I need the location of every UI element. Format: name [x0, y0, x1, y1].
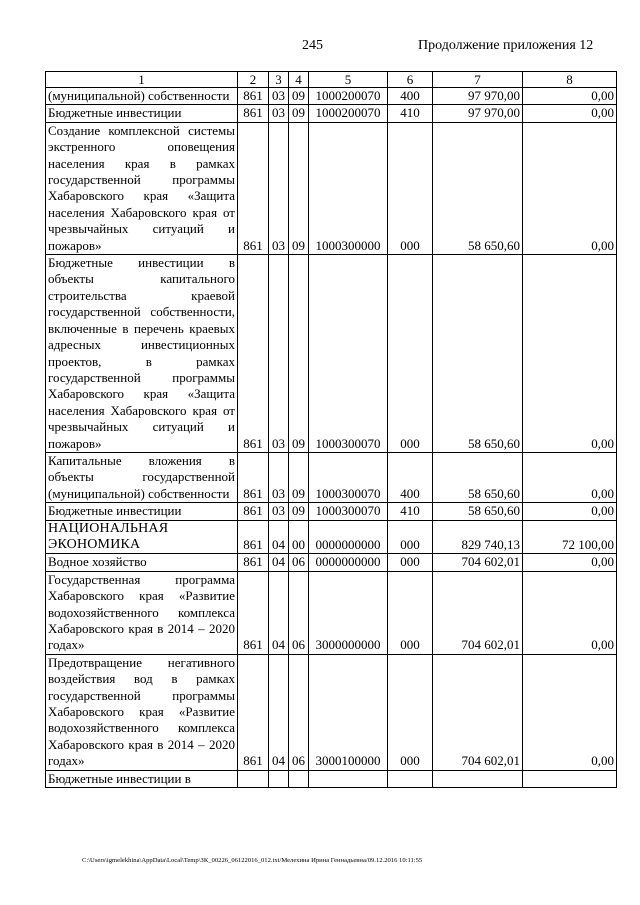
amount-2018-cell: 0,00 — [523, 88, 617, 105]
row-name-cell: НАЦИОНАЛЬНАЯ ЭКОНОМИКА — [46, 520, 238, 554]
expense-type-cell: 000 — [388, 122, 433, 254]
target-article-cell: 3000100000 — [309, 654, 388, 770]
row-name-cell: Бюджетные инвестиции — [46, 503, 238, 520]
amount-2017-cell: 829 740,13 — [433, 520, 523, 554]
amount-2017-cell: 704 602,01 — [433, 571, 523, 654]
amount-2018-cell: 0,00 — [523, 554, 617, 571]
subsection-cell: 09 — [289, 122, 309, 254]
gov-code-cell: 861 — [238, 654, 269, 770]
row-name-cell: (муниципальной) собственности — [46, 88, 238, 105]
gov-code-cell: 861 — [238, 571, 269, 654]
amount-2018-cell: 0,00 — [523, 503, 617, 520]
target-article-cell: 1000200070 — [309, 88, 388, 105]
table-row — [46, 88, 617, 105]
file-path-footer: C:\Users\igmelekhina\AppData\Local\Temp\ЗК_00226_06122016_012.txt/Мелехина Ирина Геннадьевна/09.12.2016 10:11:55 — [82, 857, 423, 864]
budget-table — [45, 71, 617, 788]
column-header: 3 — [269, 72, 289, 88]
row-name-cell: Предотвращение негативного воздействия вод в рамках государственной программы Хабаровского края «Развитие водохозяйственного комплекса Хабаровского края в 2014 – 2020 годах» — [46, 654, 238, 770]
subsection-cell: 09 — [289, 503, 309, 520]
expense-type-cell: 400 — [388, 88, 433, 105]
expense-type-cell: 000 — [388, 255, 433, 453]
amount-2017-cell: 58 650,60 — [433, 255, 523, 453]
table-row — [46, 571, 617, 654]
target-article-cell: 0000000000 — [309, 520, 388, 554]
section-cell: 04 — [269, 571, 289, 654]
column-header: 5 — [309, 72, 388, 88]
subsection-cell: 09 — [289, 255, 309, 453]
expense-type-cell: 410 — [388, 503, 433, 520]
gov-code-cell: 861 — [238, 88, 269, 105]
amount-2017-cell: 97 970,00 — [433, 88, 523, 105]
section-cell: 04 — [269, 520, 289, 554]
section-cell: 03 — [269, 255, 289, 453]
table-row — [46, 122, 617, 254]
table-row — [46, 770, 617, 787]
amount-2017-cell: 58 650,60 — [433, 122, 523, 254]
gov-code-cell: 861 — [238, 255, 269, 453]
target-article-cell: 1000300070 — [309, 452, 388, 502]
gov-code-cell: 861 — [238, 554, 269, 571]
page-number: 245 — [302, 38, 323, 53]
row-name-cell: Водное хозяйство — [46, 554, 238, 571]
subsection-cell: 00 — [289, 520, 309, 554]
amount-2017-cell: 704 602,01 — [433, 554, 523, 571]
subsection-cell: 06 — [289, 554, 309, 571]
target-article-cell: 1000200070 — [309, 105, 388, 122]
expense-type-cell: 410 — [388, 105, 433, 122]
amount-2018-cell: 0,00 — [523, 452, 617, 502]
section-cell — [269, 770, 289, 787]
section-cell: 03 — [269, 503, 289, 520]
row-name-cell: Создание комплексной системы экстренного оповещения населения края в рамках государственной программы Хабаровского края «Защита населения Хабаровского края от чрезвычайных ситуаций и пожаров» — [46, 122, 238, 254]
row-name-cell: Бюджетные инвестиции в — [46, 770, 238, 787]
amount-2018-cell: 0,00 — [523, 571, 617, 654]
subsection-cell — [289, 770, 309, 787]
amount-2017-cell — [433, 770, 523, 787]
amount-2017-cell: 704 602,01 — [433, 654, 523, 770]
subsection-cell: 06 — [289, 654, 309, 770]
amount-2017-cell: 58 650,60 — [433, 503, 523, 520]
subsection-cell: 09 — [289, 452, 309, 502]
column-header: 8 — [523, 72, 617, 88]
expense-type-cell: 000 — [388, 654, 433, 770]
section-cell: 03 — [269, 105, 289, 122]
table-row — [46, 520, 617, 554]
gov-code-cell: 861 — [238, 105, 269, 122]
target-article-cell: 0000000000 — [309, 554, 388, 571]
column-header: 2 — [238, 72, 269, 88]
target-article-cell — [309, 770, 388, 787]
gov-code-cell: 861 — [238, 122, 269, 254]
row-name-cell: Государственная программа Хабаровского края «Развитие водохозяйственного комплекса Хабаровского края в 2014 – 2020 годах» — [46, 571, 238, 654]
section-cell: 03 — [269, 88, 289, 105]
amount-2017-cell: 58 650,60 — [433, 452, 523, 502]
gov-code-cell — [238, 770, 269, 787]
table-row — [46, 654, 617, 770]
section-cell: 04 — [269, 554, 289, 571]
gov-code-cell: 861 — [238, 503, 269, 520]
amount-2018-cell: 0,00 — [523, 255, 617, 453]
table-row — [46, 554, 617, 571]
target-article-cell: 1000300070 — [309, 255, 388, 453]
row-name-cell: Капитальные вложения в объекты государственной (муниципальной) собственности — [46, 452, 238, 502]
amount-2018-cell: 0,00 — [523, 122, 617, 254]
expense-type-cell: 000 — [388, 554, 433, 571]
target-article-cell: 1000300070 — [309, 503, 388, 520]
column-header: 4 — [289, 72, 309, 88]
continuation-label: Продолжение приложения 12 — [418, 38, 594, 53]
row-name-cell: Бюджетные инвестиции — [46, 105, 238, 122]
gov-code-cell: 861 — [238, 520, 269, 554]
amount-2018-cell: 0,00 — [523, 105, 617, 122]
amount-2018-cell: 72 100,00 — [523, 520, 617, 554]
gov-code-cell: 861 — [238, 452, 269, 502]
section-cell: 03 — [269, 452, 289, 502]
target-article-cell: 3000000000 — [309, 571, 388, 654]
subsection-cell: 09 — [289, 88, 309, 105]
column-header-row — [46, 72, 617, 88]
section-cell: 04 — [269, 654, 289, 770]
expense-type-cell: 000 — [388, 520, 433, 554]
expense-type-cell — [388, 770, 433, 787]
table-row — [46, 255, 617, 453]
target-article-cell: 1000300000 — [309, 122, 388, 254]
column-header: 1 — [46, 72, 238, 88]
subsection-cell: 06 — [289, 571, 309, 654]
expense-type-cell: 400 — [388, 452, 433, 502]
expense-type-cell: 000 — [388, 571, 433, 654]
row-name-cell: Бюджетные инвестиции в объекты капитального строительства краевой государственной собственности, включенные в перечень краевых адресных инвестиционных проектов, в рамках государственной программы Хабаровского края «Защита населения Хабаровского края от чрезвычайных ситуаций и пожаров» — [46, 255, 238, 453]
column-header: 6 — [388, 72, 433, 88]
table-row — [46, 503, 617, 520]
column-header: 7 — [433, 72, 523, 88]
amount-2018-cell — [523, 770, 617, 787]
amount-2018-cell: 0,00 — [523, 654, 617, 770]
amount-2017-cell: 97 970,00 — [433, 105, 523, 122]
subsection-cell: 09 — [289, 105, 309, 122]
table-row — [46, 452, 617, 502]
table-row — [46, 105, 617, 122]
section-cell: 03 — [269, 122, 289, 254]
